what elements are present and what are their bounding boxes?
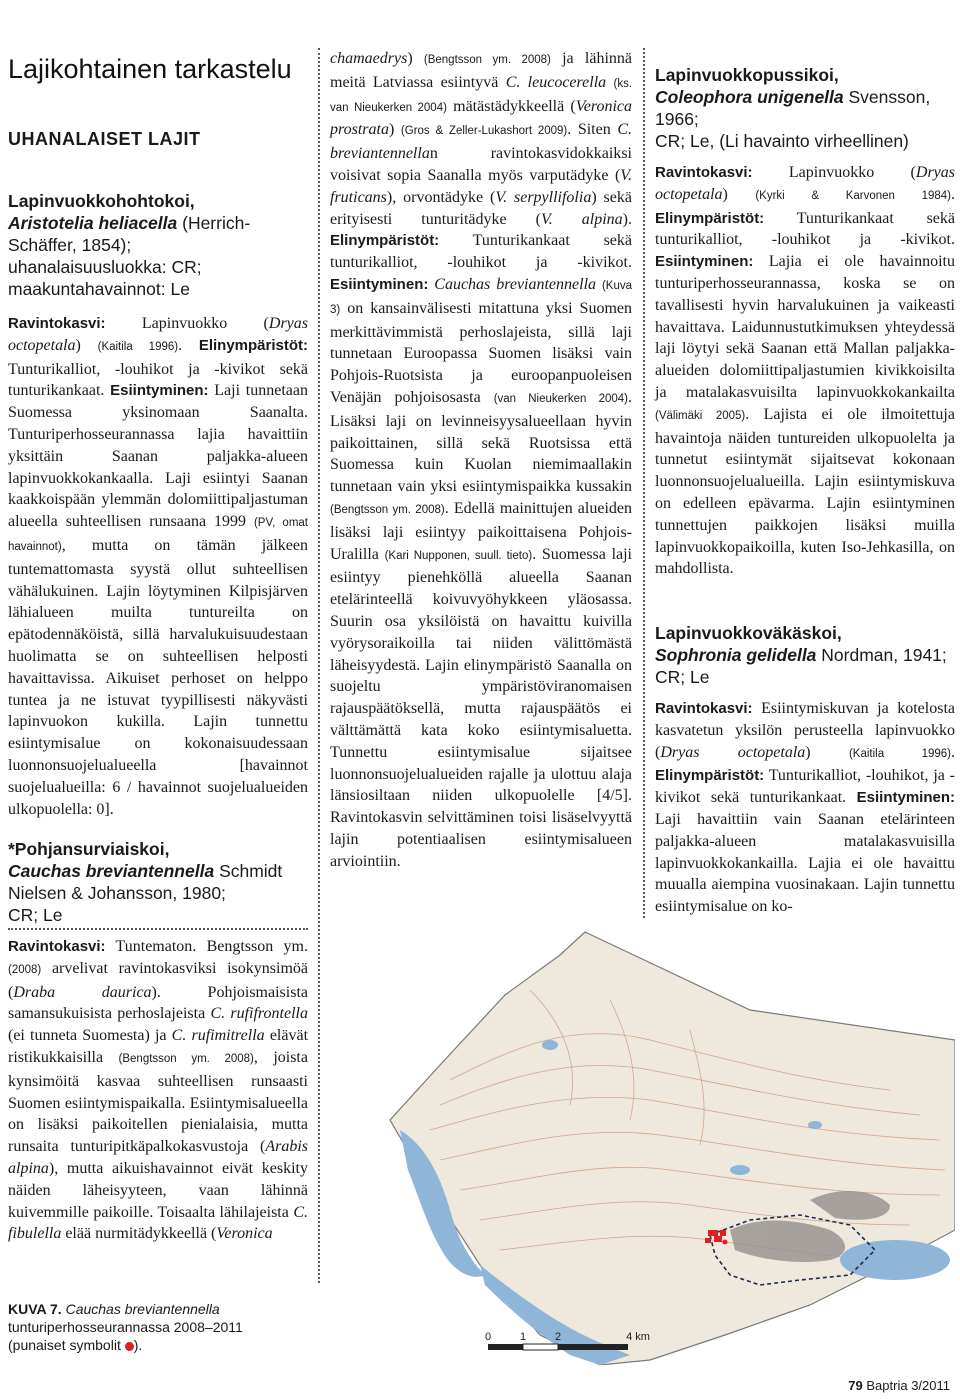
occurrence-map xyxy=(330,930,955,1365)
species-4-latin-name: Sophronia gelidella xyxy=(655,645,817,665)
species-1-common-name: Lapinvuokkohohtokoi, xyxy=(8,191,195,211)
page-heading: Lajikohtainen tarkastelu xyxy=(8,54,292,84)
figure-caption: KUVA 7. Cauchas breviantennella tunturiperhosseurannassa 2008–2011 (punaiset symbolit ). xyxy=(8,1300,308,1354)
caption-label: KUVA 7. xyxy=(8,1301,62,1317)
species-1-title: Lapinvuokkohohtokoi, Aristotelia heliacella (Herrich- Schäffer, 1854); uhanalaisuusluokka: CR; maakuntahavainnot: Le xyxy=(8,191,251,299)
species-2-body-col1: Ravintokasvi: Tuntematon. Bengtsson ym. (2008) arvelivat ravintokasviksi isokynsimöä (Draba daurica). Pohjoismaisista samansukuisista perhoslajeista C. rufifrontella (ei tunneta Suomesta) ja C. rufimitrella elävät ristikukkaisilla (Bengtsson ym. 2008), joista kynsimöitä kasvaa suhteellisen runsaasti Suomen esiintymispaikalla. Esiintymisalueella on lisäksi paikoitellen pienialaisia, mutta runsaita tunturipitkäpalkokasvustoja (Arabis alpina), mutta aikuishavainnot eivät keskity näiden läheisyyteen, vaan lähinnä kuivemmille paikoille. Toisaalta lähilajeista C. fibulella elää nurmitädykkeellä (Veronica xyxy=(8,938,309,1243)
species-3-title: Lapinvuokkopussikoi, Coleophora unigenella Svensson, 1966; CR; Le, (Li havainto virheellinen) xyxy=(655,65,931,151)
caption-line-2: tunturiperhosseurannassa 2008–2011 xyxy=(8,1319,243,1335)
species-2-common-name: *Pohjansurviaiskoi, xyxy=(8,839,170,859)
species-2-body-col2: chamaedrys) (Bengtsson ym. 2008) ja lähinnä meitä Latviassa esiintyvä C. leucocerella (ks. van Nieukerken 2004) mätästädykkeellä (Veronica prostrata) (Gros & Zeller-Lukashort 2009). Siten C. breviantennellan ravintokasvidokkaiksi voisivat sopia Saanalla myös varputädyke (V. fruticans), orvontädyke (V. serpyllifolia) sekä erityisesti tunturitädyke (V. alpina). Elinympäristöt: Tunturikankaat sekä tunturikalliot, -louhikot ja -kivikot. Esiintyminen: Cauchas breviantennella (Kuva 3) on kansainvälisesti mitattuna yksi Suomen merkittävimmistä perhoslajeista, sillä laji tunnetaan Euroopassa Suomen lisäksi vain Pohjois-Ruotsista ja euroopanpuoleisen Venäjän pohjoisosasta (van Nieukerken 2004). Lisäksi laji on levinneisyysalueellaan hyvin paikoittainen, sillä sekä Ruotsissa että Suomessa kuin Kuolan niemimaallakin tunnetaan vain yksi esiintymispaikka kussakin (Bengtsson ym. 2008). Edellä mainittujen alueiden lisäksi laji esiintyy paikoittaisena Pohjois-Uralilla (Kari Nupponen, suull. tieto). Suomessa laji esiintyy pienehköllä alueella Saanan etelärinteellä koivuvyöhykkeen yläosassa. Suurin osa yksilöistä on havaittu kuivilla vyörysoraikoilla tai niiden välittömästä läheisyydestä. Lajin elinympäristö Saanalla on suojeltu ympäristöviranomaisen rajauspäätöksellä, mutta rajauspäätös ei välttämättä kata koko esiintymisaluetta. Tunnettu esiintymisalue sijaitsee luonnonsuojelualueiden rajalle ja ulottuu alaja länsiosiltaan niiden ulkopuolelle [4/5]. Ravintokasvin selvittäminen toisi lisäselvyyttä lajin potentiaalisen esiintymisalueen arviointiin. xyxy=(330,50,633,870)
scale-label-0: 0 xyxy=(484,1331,492,1343)
journal-name: Baptria 3/2011 xyxy=(866,1378,950,1393)
species-4-title: Lapinvuokkoväkäskoi, Sophronia gelidella Nordman, 1941; CR; Le xyxy=(655,623,947,687)
column-separator-2 xyxy=(643,48,645,918)
column-1-separator xyxy=(8,928,308,930)
scale-label-4km: 4 km xyxy=(626,1331,650,1343)
species-1-latin-name: Aristotelia heliacella xyxy=(8,213,178,233)
species-1-body: Ravintokasvi: Lapinvuokko (Dryas octopetala) (Kaitila 1996). Elinympäristöt: Tunturikalliot, -louhikot ja -kivikot sekä tunturikankaat. Esiintyminen: Laji tunnetaan Suomessa yksinomaan Saanalta. Tunturiperhosseurannassa lajia havaittiin yksittäin Saanan paljakka-alueen lapinvuokkokankaalla. Laji esiintyi Saanan kaakkoispään ylemmän dolomiittipaljastuman alueella suhteellisen runsaana 1999 (PV, omat havainnot), mutta on tämän jälkeen tuntemattomasta syystä ollut suhteellisen vähälukuinen. Lajin löytyminen Kilpisjärven lähialueen muilta tuntureilta on epätodennäköistä, sillä harvalukuisuudestaan huolimatta se on suhteellisen helposti havaittavissa. Aikuiset perhoset on helppo tuntea ja ne istuvat tyypillisesti näkyvästi lapinvuokon kukilla. Lajin tunnettu esiintymisalue on kokonaisuudessaan luonnonsuojelualueella [havainnot suojelualueilla: 6 / havainnot suojelualueiden ulkopuolella: 0]. xyxy=(8,315,309,818)
scale-label-1: 1 xyxy=(519,1331,527,1343)
column-separator-1 xyxy=(318,48,320,1283)
species-3-latin-name: Coleophora unigenella xyxy=(655,87,844,107)
species-4-body: Ravintokasvi: Esiintymiskuvan ja kotelosta kasvatetun yksilön perusteella lapinvuokko (Dryas octopetala) (Kaitila 1996). Elinympäristöt: Tunturikalliot, -louhikot, ja -kivikot sekä tunturikankaat. Esiintyminen: Laji havaittiin vain Saanan etelärinteen paljakka-alueen matalakasvuisilla lapinvuokkokankailla. Lajia ei ole havaittu muualla aiempina vuosinakaan. Lajin tunnettu esiintymisalue on ko- xyxy=(655,700,956,916)
species-3-common-name: Lapinvuokkopussikoi, xyxy=(655,65,839,85)
species-2-latin-name: Cauchas breviantennella xyxy=(8,861,215,881)
scale-label-2: 2 xyxy=(554,1331,562,1343)
page-footer xyxy=(848,1378,950,1393)
page-number: 79 xyxy=(848,1378,863,1393)
species-2-title: *Pohjansurviaiskoi, Cauchas breviantennella Schmidt Nielsen & Johansson, 1980; CR; Le xyxy=(8,839,283,925)
red-dot-icon xyxy=(125,1342,134,1351)
species-4-common-name: Lapinvuokkoväkäskoi, xyxy=(655,623,842,643)
section-title: UHANALAISET LAJIT xyxy=(8,129,201,149)
species-3-body: Ravintokasvi: Lapinvuokko (Dryas octopetala) (Kyrki & Karvonen 1984). Elinympäristöt: Tunturikankaat sekä tunturikalliot, -louhikot ja -kivikot. Esiintyminen: Lajia ei ole havainnoitu tunturiperhosseurannassa, koska se on tavallisesti hyvin harvalukuinen ja vaikeasti havaittava. Laidunnustutkimuksen yhteydessä laji löytyi sekä Saanan että Mallan paljakka-alueiden dolomiittipaljastumien kivikkoisilta ja matalakasvuisilta lapinvuokkokankailta (Välimäki 2005). Lajista ei ole ilmoitettuja havaintoja näiden tuntureiden ulkopuolelta ja tunnetut esiintymät sijaitsevat kokonaan luonnonsuojelualueilla. Lajin esiintymiskuva on edelleen epävarma. Lajin esiintyminen tunnettujen paikkojen lisäksi muilla lapinvuokkopaikoilla, kuten Iso-Jehkasilla, on mahdollista. xyxy=(655,164,955,578)
caption-species: Cauchas breviantennella xyxy=(65,1301,220,1317)
